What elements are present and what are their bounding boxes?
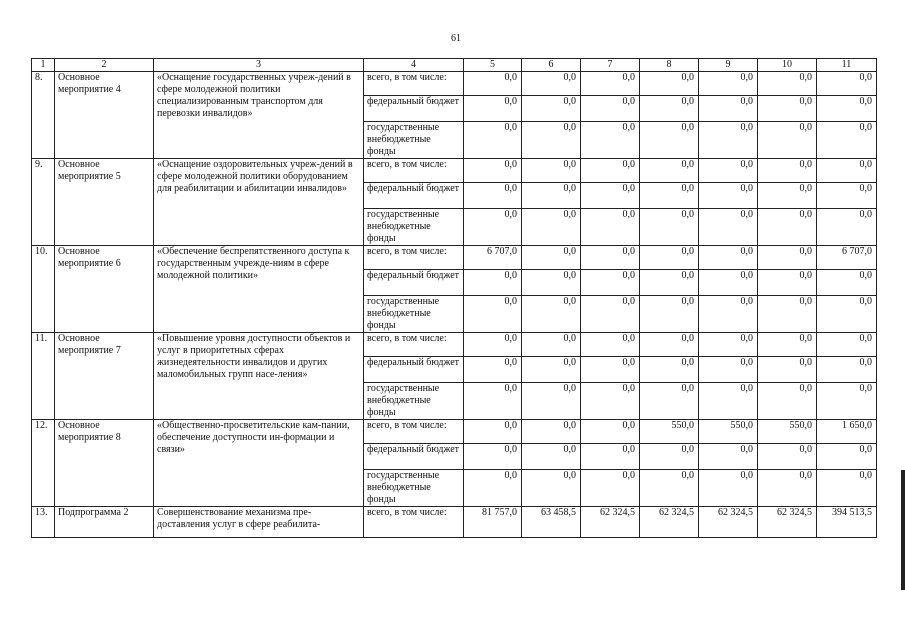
amount-cell: 0,0 bbox=[817, 444, 877, 470]
funding-source: федеральный бюджет bbox=[364, 183, 464, 209]
funding-source: всего, в том числе: bbox=[364, 333, 464, 357]
program-name: Основное мероприятие 5 bbox=[55, 159, 154, 246]
row-number: 11. bbox=[32, 333, 55, 420]
amount-cell: 0,0 bbox=[581, 357, 640, 383]
amount-cell: 0,0 bbox=[817, 383, 877, 420]
program-name: Основное мероприятие 4 bbox=[55, 72, 154, 159]
amount-cell: 0,0 bbox=[581, 96, 640, 122]
amount-cell: 0,0 bbox=[758, 246, 817, 270]
amount-cell: 0,0 bbox=[522, 383, 581, 420]
row-number: 8. bbox=[32, 72, 55, 159]
program-description: «Оснащение государственных учреж-дений в сфере молодежной политики специализированным транспортом для перевозки инвалидов» bbox=[154, 72, 364, 159]
amount-cell: 0,0 bbox=[464, 122, 522, 159]
amount-cell: 0,0 bbox=[464, 383, 522, 420]
amount-cell: 0,0 bbox=[464, 444, 522, 470]
column-header: 9 bbox=[699, 59, 758, 72]
table-body bbox=[32, 59, 877, 538]
funding-source: государственные внебюджетные фонды bbox=[364, 122, 464, 159]
amount-cell: 0,0 bbox=[464, 470, 522, 507]
amount-cell: 550,0 bbox=[640, 420, 699, 444]
program-description: «Оснащение оздоровительных учреж-дений в сфере молодежной политики оборудованием для реабилитации и абилитации инвалидов» bbox=[154, 159, 364, 246]
program-description: «Обеспечение беспрепятственного доступа к государственным учрежде-ниям в сфере молодежной политики» bbox=[154, 246, 364, 333]
program-description: «Общественно-просветительские кам-пании, обеспечение доступности ин-формации и связи» bbox=[154, 420, 364, 507]
amount-cell: 0,0 bbox=[758, 270, 817, 296]
amount-cell: 0,0 bbox=[464, 209, 522, 246]
funding-source: всего, в том числе: bbox=[364, 246, 464, 270]
amount-cell: 1 650,0 bbox=[817, 420, 877, 444]
amount-cell: 0,0 bbox=[758, 209, 817, 246]
amount-cell: 0,0 bbox=[758, 383, 817, 420]
amount-cell: 0,0 bbox=[758, 159, 817, 183]
budget-table bbox=[31, 58, 877, 538]
amount-cell: 0,0 bbox=[817, 183, 877, 209]
column-header: 2 bbox=[55, 59, 154, 72]
program-name: Основное мероприятие 7 bbox=[55, 333, 154, 420]
column-header: 11 bbox=[817, 59, 877, 72]
amount-cell: 0,0 bbox=[758, 357, 817, 383]
column-header: 8 bbox=[640, 59, 699, 72]
table-row bbox=[32, 420, 877, 444]
amount-cell: 0,0 bbox=[817, 209, 877, 246]
amount-cell: 0,0 bbox=[522, 159, 581, 183]
column-header: 1 bbox=[32, 59, 55, 72]
amount-cell: 0,0 bbox=[640, 209, 699, 246]
amount-cell: 0,0 bbox=[699, 296, 758, 333]
amount-cell: 0,0 bbox=[581, 296, 640, 333]
amount-cell: 0,0 bbox=[581, 183, 640, 209]
funding-source: государственные внебюджетные фонды bbox=[364, 296, 464, 333]
amount-cell: 0,0 bbox=[640, 159, 699, 183]
amount-cell: 0,0 bbox=[640, 296, 699, 333]
column-header: 3 bbox=[154, 59, 364, 72]
amount-cell: 0,0 bbox=[699, 444, 758, 470]
amount-cell: 0,0 bbox=[640, 470, 699, 507]
amount-cell: 0,0 bbox=[817, 470, 877, 507]
amount-cell: 0,0 bbox=[522, 296, 581, 333]
amount-cell: 63 458,5 bbox=[522, 507, 581, 538]
header-row bbox=[32, 59, 877, 72]
funding-source: всего, в том числе: bbox=[364, 159, 464, 183]
program-description: Совершенствование механизма пре-доставления услуг в сфере реабилита- bbox=[154, 507, 364, 538]
amount-cell: 0,0 bbox=[464, 357, 522, 383]
table-row bbox=[32, 159, 877, 183]
amount-cell: 0,0 bbox=[699, 96, 758, 122]
amount-cell: 0,0 bbox=[581, 420, 640, 444]
amount-cell: 550,0 bbox=[758, 420, 817, 444]
amount-cell: 0,0 bbox=[581, 383, 640, 420]
amount-cell: 0,0 bbox=[522, 122, 581, 159]
amount-cell: 0,0 bbox=[699, 183, 758, 209]
amount-cell: 0,0 bbox=[522, 357, 581, 383]
funding-source: федеральный бюджет bbox=[364, 270, 464, 296]
amount-cell: 0,0 bbox=[758, 183, 817, 209]
amount-cell: 0,0 bbox=[522, 444, 581, 470]
amount-cell: 62 324,5 bbox=[581, 507, 640, 538]
column-header: 6 bbox=[522, 59, 581, 72]
table-row bbox=[32, 246, 877, 270]
amount-cell: 0,0 bbox=[640, 183, 699, 209]
amount-cell: 0,0 bbox=[699, 159, 758, 183]
amount-cell: 0,0 bbox=[817, 333, 877, 357]
amount-cell: 0,0 bbox=[758, 72, 817, 96]
amount-cell: 0,0 bbox=[522, 470, 581, 507]
amount-cell: 0,0 bbox=[581, 444, 640, 470]
column-header: 5 bbox=[464, 59, 522, 72]
amount-cell: 0,0 bbox=[464, 333, 522, 357]
amount-cell: 0,0 bbox=[581, 270, 640, 296]
funding-source: государственные внебюджетные фонды bbox=[364, 383, 464, 420]
program-name: Основное мероприятие 6 bbox=[55, 246, 154, 333]
funding-source: государственные внебюджетные фонды bbox=[364, 209, 464, 246]
amount-cell: 0,0 bbox=[464, 270, 522, 296]
amount-cell: 0,0 bbox=[699, 470, 758, 507]
column-header: 7 bbox=[581, 59, 640, 72]
amount-cell: 0,0 bbox=[464, 420, 522, 444]
amount-cell: 0,0 bbox=[699, 246, 758, 270]
amount-cell: 62 324,5 bbox=[640, 507, 699, 538]
amount-cell: 0,0 bbox=[581, 470, 640, 507]
amount-cell: 394 513,5 bbox=[817, 507, 877, 538]
amount-cell: 0,0 bbox=[581, 246, 640, 270]
amount-cell: 0,0 bbox=[522, 96, 581, 122]
amount-cell: 0,0 bbox=[699, 333, 758, 357]
amount-cell: 6 707,0 bbox=[464, 246, 522, 270]
amount-cell: 0,0 bbox=[640, 96, 699, 122]
row-number: 10. bbox=[32, 246, 55, 333]
amount-cell: 0,0 bbox=[640, 122, 699, 159]
funding-source: всего, в том числе: bbox=[364, 507, 464, 538]
amount-cell: 0,0 bbox=[758, 444, 817, 470]
funding-source: федеральный бюджет bbox=[364, 96, 464, 122]
amount-cell: 0,0 bbox=[699, 209, 758, 246]
amount-cell: 0,0 bbox=[640, 383, 699, 420]
funding-source: всего, в том числе: bbox=[364, 72, 464, 96]
amount-cell: 0,0 bbox=[522, 246, 581, 270]
amount-cell: 0,0 bbox=[522, 333, 581, 357]
amount-cell: 6 707,0 bbox=[817, 246, 877, 270]
amount-cell: 0,0 bbox=[699, 72, 758, 96]
column-header: 4 bbox=[364, 59, 464, 72]
row-number: 13. bbox=[32, 507, 55, 538]
amount-cell: 0,0 bbox=[758, 96, 817, 122]
program-name: Подпрограмма 2 bbox=[55, 507, 154, 538]
amount-cell: 0,0 bbox=[817, 357, 877, 383]
amount-cell: 0,0 bbox=[817, 122, 877, 159]
funding-source: федеральный бюджет bbox=[364, 444, 464, 470]
amount-cell: 0,0 bbox=[581, 159, 640, 183]
amount-cell: 0,0 bbox=[522, 72, 581, 96]
funding-source: всего, в том числе: bbox=[364, 420, 464, 444]
amount-cell: 0,0 bbox=[464, 72, 522, 96]
amount-cell: 0,0 bbox=[758, 122, 817, 159]
amount-cell: 0,0 bbox=[758, 470, 817, 507]
amount-cell: 0,0 bbox=[817, 96, 877, 122]
amount-cell: 0,0 bbox=[817, 72, 877, 96]
amount-cell: 0,0 bbox=[699, 270, 758, 296]
column-header: 10 bbox=[758, 59, 817, 72]
amount-cell: 0,0 bbox=[640, 246, 699, 270]
amount-cell: 0,0 bbox=[522, 420, 581, 444]
amount-cell: 550,0 bbox=[699, 420, 758, 444]
edge-mark bbox=[901, 470, 905, 590]
amount-cell: 0,0 bbox=[817, 159, 877, 183]
table-row bbox=[32, 333, 877, 357]
amount-cell: 0,0 bbox=[640, 333, 699, 357]
row-number: 9. bbox=[32, 159, 55, 246]
amount-cell: 0,0 bbox=[581, 333, 640, 357]
amount-cell: 0,0 bbox=[464, 96, 522, 122]
amount-cell: 0,0 bbox=[758, 333, 817, 357]
table-row bbox=[32, 507, 877, 538]
amount-cell: 0,0 bbox=[522, 183, 581, 209]
amount-cell: 0,0 bbox=[522, 270, 581, 296]
amount-cell: 0,0 bbox=[522, 209, 581, 246]
funding-source: государственные внебюджетные фонды bbox=[364, 470, 464, 507]
amount-cell: 0,0 bbox=[640, 357, 699, 383]
amount-cell: 0,0 bbox=[464, 296, 522, 333]
amount-cell: 0,0 bbox=[699, 122, 758, 159]
funding-source: федеральный бюджет bbox=[364, 357, 464, 383]
amount-cell: 0,0 bbox=[464, 183, 522, 209]
amount-cell: 62 324,5 bbox=[758, 507, 817, 538]
amount-cell: 0,0 bbox=[640, 444, 699, 470]
amount-cell: 0,0 bbox=[581, 72, 640, 96]
amount-cell: 0,0 bbox=[817, 270, 877, 296]
table-row bbox=[32, 72, 877, 96]
amount-cell: 0,0 bbox=[758, 296, 817, 333]
amount-cell: 0,0 bbox=[464, 159, 522, 183]
amount-cell: 0,0 bbox=[817, 296, 877, 333]
amount-cell: 81 757,0 bbox=[464, 507, 522, 538]
amount-cell: 0,0 bbox=[581, 122, 640, 159]
amount-cell: 0,0 bbox=[581, 209, 640, 246]
amount-cell: 0,0 bbox=[640, 72, 699, 96]
row-number: 12. bbox=[32, 420, 55, 507]
program-name: Основное мероприятие 8 bbox=[55, 420, 154, 507]
program-description: «Повышение уровня доступности объектов и услуг в приоритетных сферах жизнедеятельности инвалидов и других маломобильных групп насе-ления» bbox=[154, 333, 364, 420]
amount-cell: 0,0 bbox=[640, 270, 699, 296]
amount-cell: 0,0 bbox=[699, 383, 758, 420]
page-number: 61 bbox=[451, 33, 461, 44]
amount-cell: 0,0 bbox=[699, 357, 758, 383]
amount-cell: 62 324,5 bbox=[699, 507, 758, 538]
